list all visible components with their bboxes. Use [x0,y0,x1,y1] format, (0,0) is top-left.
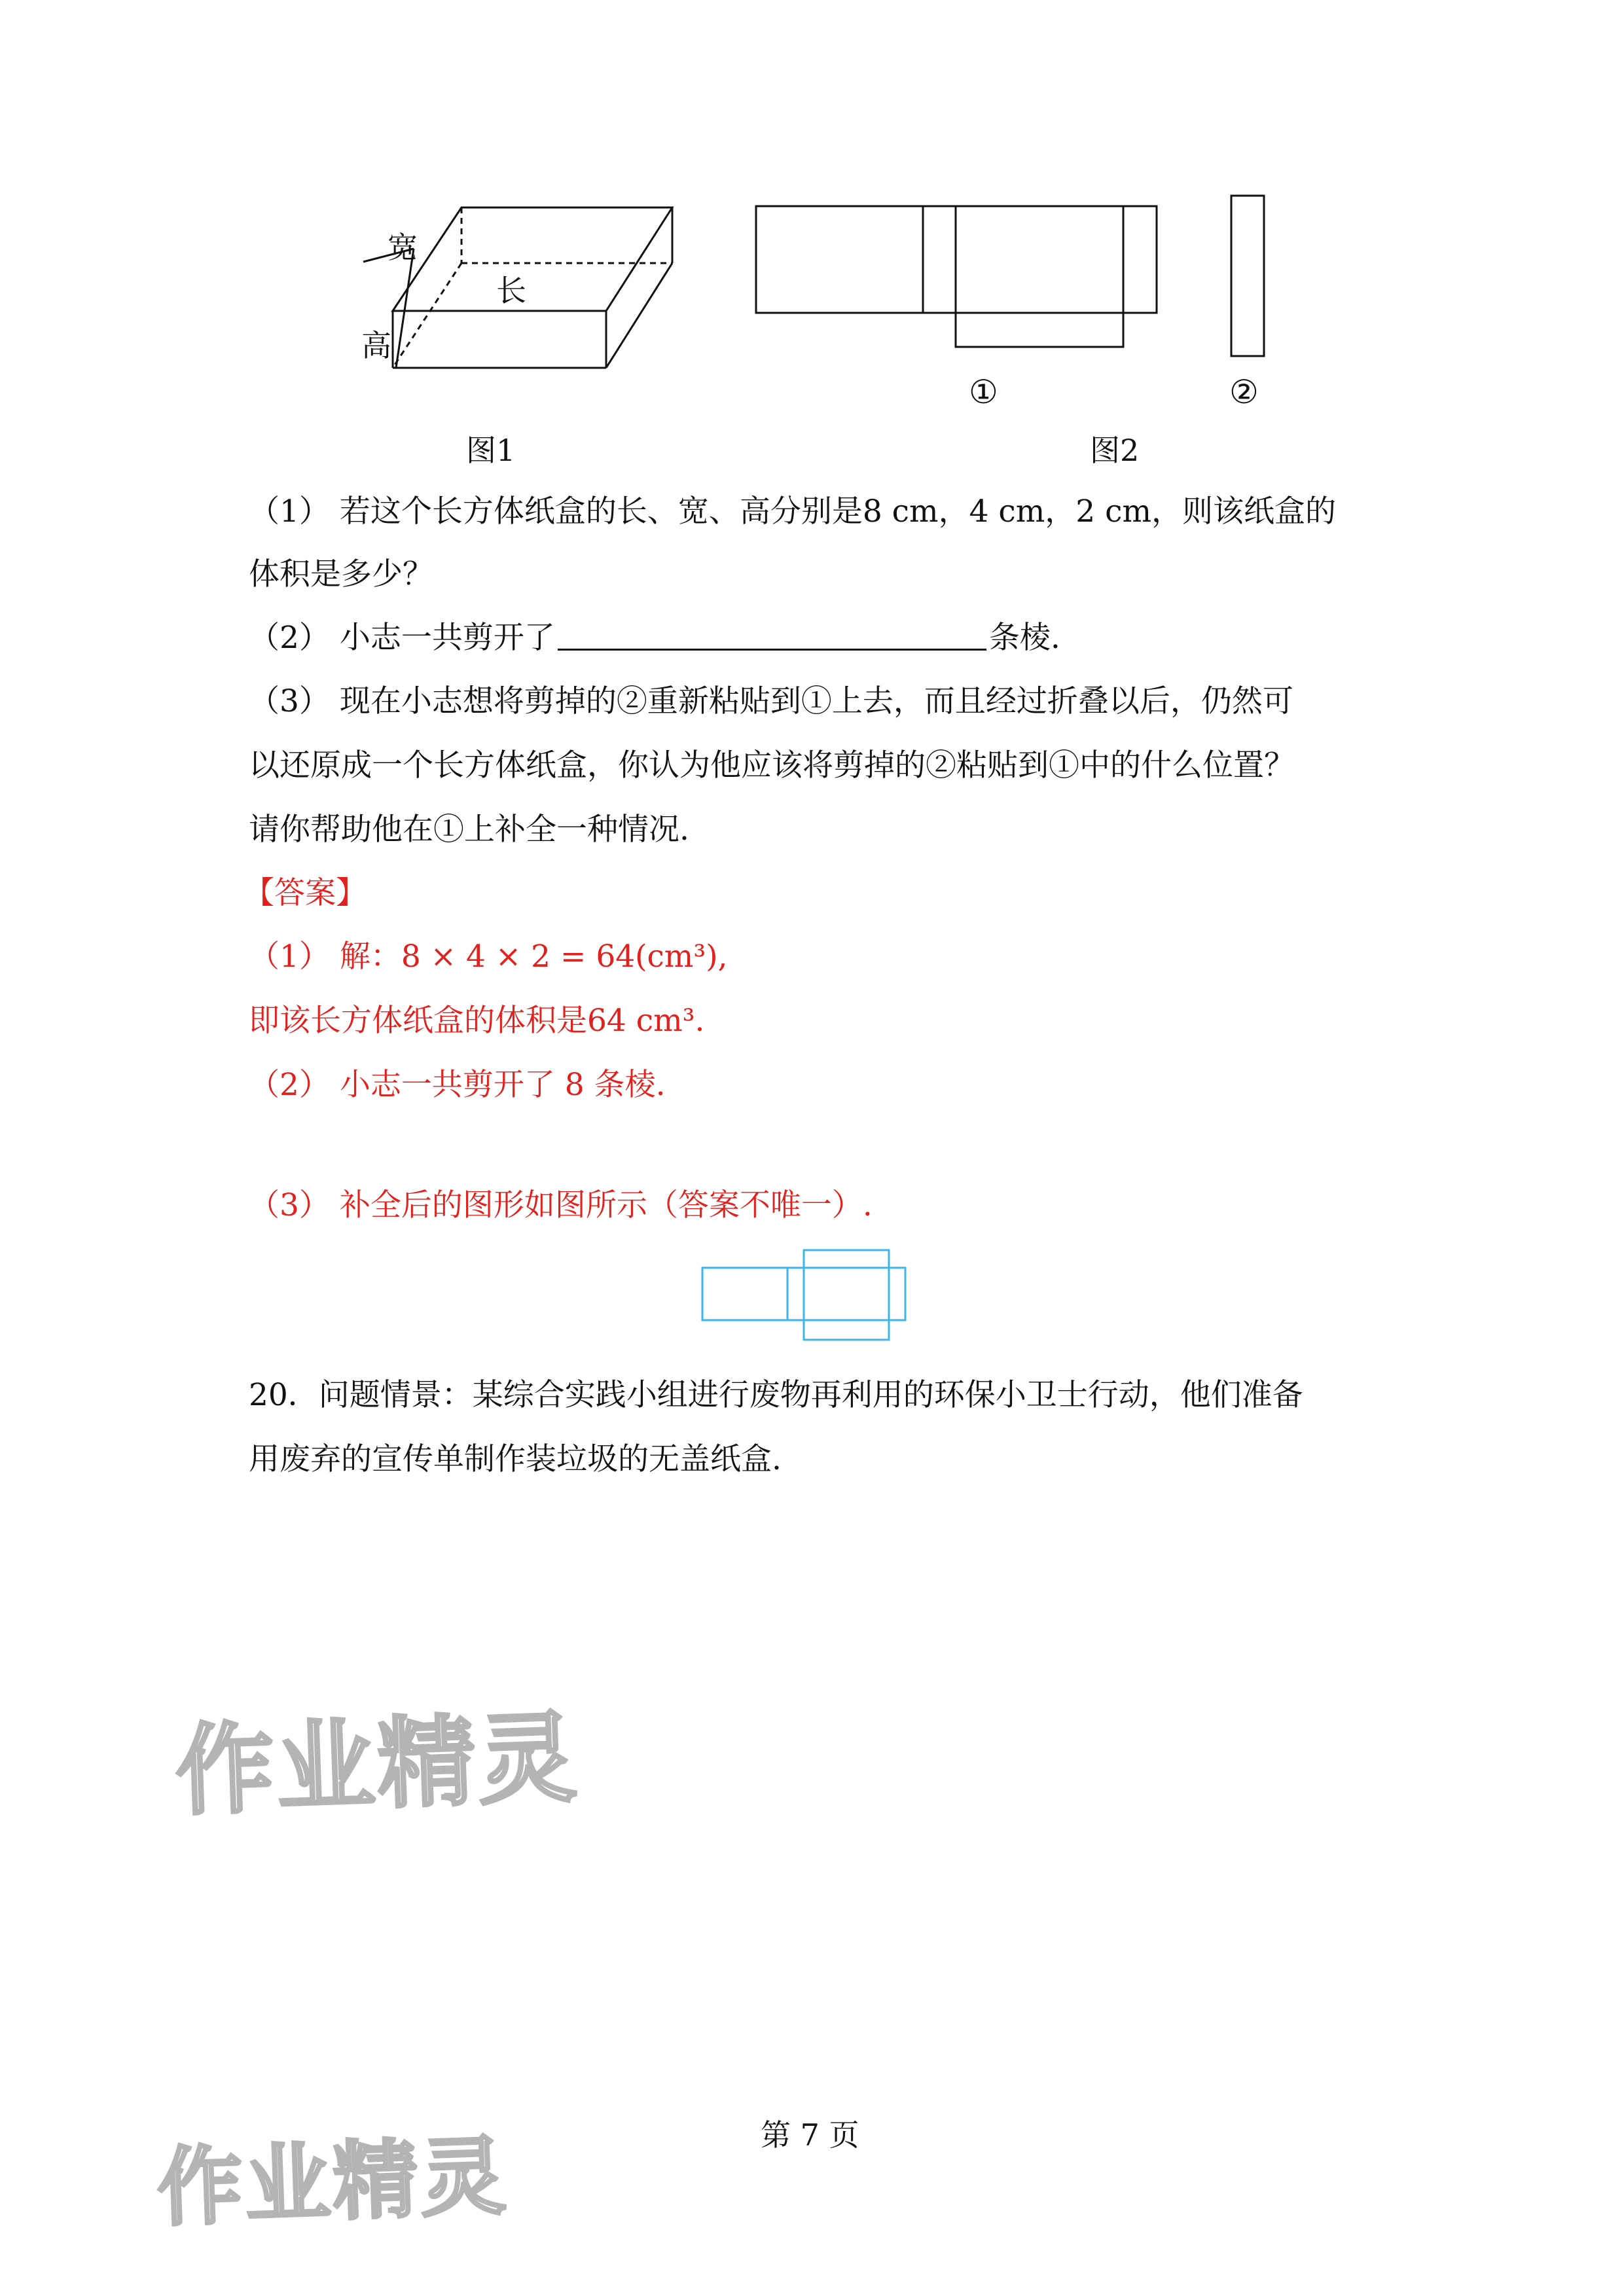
piece-2-label: ② [1229,373,1259,411]
label-height: 高 [361,328,391,363]
answer-1-line2: 即该长方体纸盒的体积是64 cm³. [249,1003,705,1039]
answer-3: （3） 补全后的图形如图所示（答案不唯一）. [249,1187,873,1223]
question-part2 [249,619,1060,658]
figure-2-net [746,193,1283,363]
question-part2-after: 条棱. [988,620,1060,656]
answer-blank [558,620,986,651]
answer-heading: 【答案】 [244,875,367,911]
question-part1-line1: （1） 若这个长方体纸盒的长、宽、高分别是8 cm，4 cm，2 cm，则该纸盒的 [249,493,1337,529]
question-part3-line1: （3） 现在小志想将剪掉的②重新粘贴到①上去，而且经过折叠以后，仍然可 [249,683,1293,719]
answer-2: （2） 小志一共剪开了 8 条棱. [249,1067,666,1103]
question-part3-line2: 以还原成一个长方体纸盒，你认为他应该将剪掉的②粘贴到①中的什么位置？ [249,747,1295,783]
figure-2-caption: 图2 [1090,433,1140,468]
completed-net-figure [699,1247,922,1345]
figure-1-caption: 图1 [466,433,516,468]
label-length: 长 [496,273,526,308]
answer-1-line1: （1） 解：8 × 4 × 2 = 64(cm³), [249,939,728,975]
question-20-line1: 20．问题情景：某综合实践小组进行废物再利用的环保小卫士行动，他们准备 [249,1377,1303,1413]
watermark-logo-2: 作业精灵 [155,2126,510,2238]
question-20-line2: 用废弃的宣传单制作装垃圾的无盖纸盒. [249,1441,782,1477]
question-part1-line2: 体积是多少？ [249,556,433,592]
page-number: 第 7 页 [761,2117,859,2153]
question-part2-before: （2） 小志一共剪开了 [249,620,555,656]
question-part3-line3: 请你帮助他在①上补全一种情况. [249,812,689,848]
label-width: 宽 [388,230,418,265]
piece-1-label: ① [969,373,998,411]
watermark-logo-1: 作业精灵 [173,1701,581,1829]
